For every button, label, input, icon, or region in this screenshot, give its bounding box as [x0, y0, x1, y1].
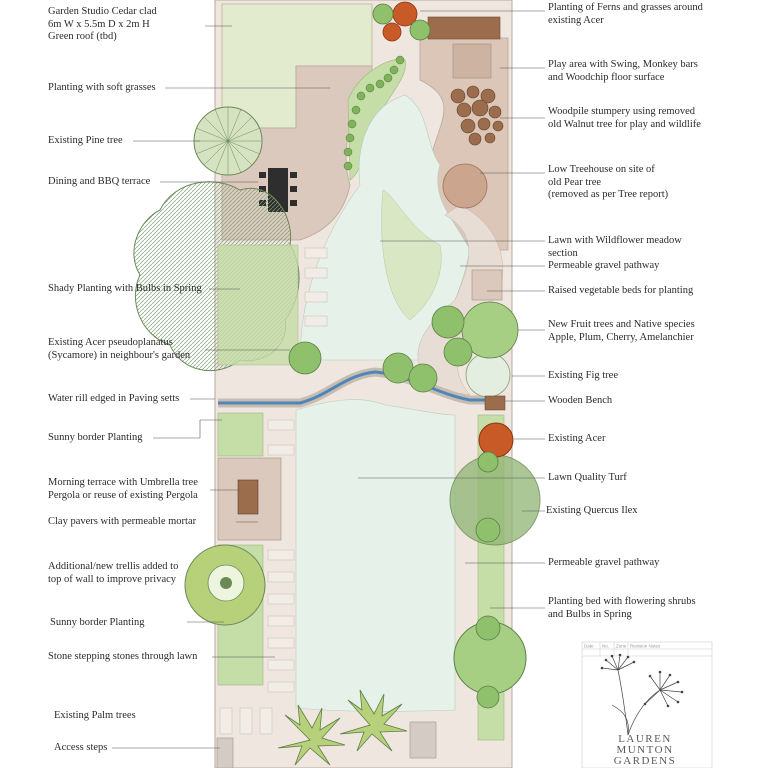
label-fig-tree: [548, 370, 618, 383]
label-line: Additional/new trellis added to: [48, 561, 179, 572]
tb-header-revision: Revision Notes: [630, 643, 661, 649]
pine-tree: [194, 107, 262, 175]
lower-lawn: [296, 400, 455, 712]
label-fruit-trees: [548, 319, 695, 344]
label-sunny-border-1: [48, 432, 143, 445]
label-line: Planting bed with flowering shrubs: [548, 596, 696, 607]
label-line: Play area with Swing, Monkey bars: [548, 59, 698, 70]
brand-line: MUNTON: [616, 744, 674, 756]
treehouse: [443, 164, 487, 208]
access-steps: [217, 738, 233, 768]
label-line: Dining and BBQ terrace: [48, 176, 151, 187]
label-line: Existing Fig tree: [548, 370, 618, 381]
label-play-area: [548, 59, 698, 84]
label-clay-pavers: [48, 516, 196, 529]
tb-header-date: Date: [584, 643, 594, 649]
label-line: Garden Studio Cedar clad: [48, 6, 157, 17]
label-woodpile: [548, 106, 701, 131]
label-gravel-1: [548, 260, 659, 273]
label-line: Lawn with Wildflower meadow: [548, 235, 682, 246]
label-line: Permeable gravel pathway: [548, 557, 660, 568]
existing-acer: [479, 423, 513, 457]
fig-tree: [466, 353, 510, 397]
label-gravel-2: [548, 557, 659, 570]
label-line: section: [548, 247, 578, 259]
label-line: (Sycamore) in neighbour's garden: [48, 349, 191, 361]
label-access-steps: [54, 742, 107, 755]
label-line: Lawn Quality Turf: [548, 472, 627, 483]
label-line: Woodpile stumpery using removed: [548, 106, 696, 117]
label-turf: [548, 472, 627, 485]
label-line: Existing Acer pseudoplanatus: [48, 337, 173, 348]
label-line: Water rill edged in Paving setts: [48, 393, 180, 404]
shady-planting-bed: [218, 245, 298, 365]
label-flowering-bed: [548, 596, 696, 621]
brand-name: [590, 734, 700, 767]
label-acer-sycamore: [48, 337, 190, 362]
label-line: Shady Planting with Bulbs in Spring: [48, 283, 202, 294]
label-line: and Woodchip floor surface: [548, 71, 665, 83]
tb-header-zone: Zone: [616, 643, 627, 649]
label-line: Access steps: [54, 742, 108, 753]
wooden-bench: [485, 396, 505, 410]
label-line: Apple, Plum, Cherry, Amelanchier: [548, 331, 694, 343]
label-line: and Bulbs in Spring: [548, 608, 632, 620]
label-line: Morning terrace with Umbrella tree: [48, 477, 198, 488]
label-line: old Walnut tree for play and wildlife: [548, 118, 701, 130]
label-line: Existing Acer: [548, 433, 606, 444]
label-line: Existing Quercus Ilex: [546, 505, 638, 516]
label-line: Wooden Bench: [548, 395, 613, 406]
label-acer: [548, 433, 605, 446]
label-line: Low Treehouse on site of: [548, 164, 655, 175]
label-line: Planting of Ferns and grasses around: [548, 2, 703, 13]
label-water-rill: [48, 393, 179, 406]
label-pine-tree: [48, 135, 123, 148]
umbrella-tree: [185, 545, 265, 625]
label-line: Planting with soft grasses: [48, 82, 156, 93]
label-line: existing Acer: [548, 14, 604, 26]
label-line: 6m W x 5.5m D x 2m H: [48, 18, 150, 30]
label-line: Sunny border Planting: [50, 617, 145, 628]
label-line: Stone stepping stones through lawn: [48, 651, 198, 662]
veg-bed-1: [472, 270, 502, 300]
label-line: Existing Palm trees: [54, 710, 136, 721]
tb-header-no: No.: [602, 643, 610, 649]
brand-line: LAUREN: [618, 733, 672, 745]
label-line: Permeable gravel pathway: [548, 260, 660, 271]
access-steps-right: [410, 722, 436, 758]
label-line: old Pear tree: [548, 176, 602, 188]
label-dining-terrace: [48, 176, 150, 189]
label-trellis: [48, 561, 178, 586]
label-line: Clay pavers with permeable mortar: [48, 516, 197, 527]
label-line: (removed as per Tree report): [548, 189, 669, 200]
label-line: New Fruit trees and Native species: [548, 319, 695, 330]
label-line: Sunny border Planting: [48, 432, 143, 443]
label-shady-planting: [48, 283, 202, 296]
label-stepping-stones: [48, 651, 197, 664]
label-veg-beds: [548, 285, 693, 298]
label-soft-grasses: [48, 82, 156, 95]
label-wildflower: [548, 235, 682, 260]
label-line: top of wall to improve privacy: [48, 573, 177, 585]
label-bench: [548, 395, 612, 408]
bench-top: [428, 17, 500, 39]
pergola: [238, 480, 258, 514]
label-line: Raised vegetable beds for planting: [548, 285, 694, 296]
label-palm-trees: [54, 710, 136, 723]
label-line: Green roof (tbd): [48, 31, 117, 42]
label-quercus: [546, 505, 638, 518]
brand-line: GARDENS: [613, 755, 677, 767]
play-equipment: [453, 44, 491, 78]
label-garden-studio: [48, 6, 157, 44]
label-line: Existing Pine tree: [48, 135, 123, 146]
label-morning-terrace: [48, 477, 198, 502]
label-ferns: [548, 2, 703, 27]
label-treehouse: [548, 164, 668, 202]
label-sunny-border-2: [50, 617, 145, 630]
sunny-border-upper: [218, 413, 263, 456]
label-line: Pergola or reuse of existing Pergola: [48, 489, 198, 501]
